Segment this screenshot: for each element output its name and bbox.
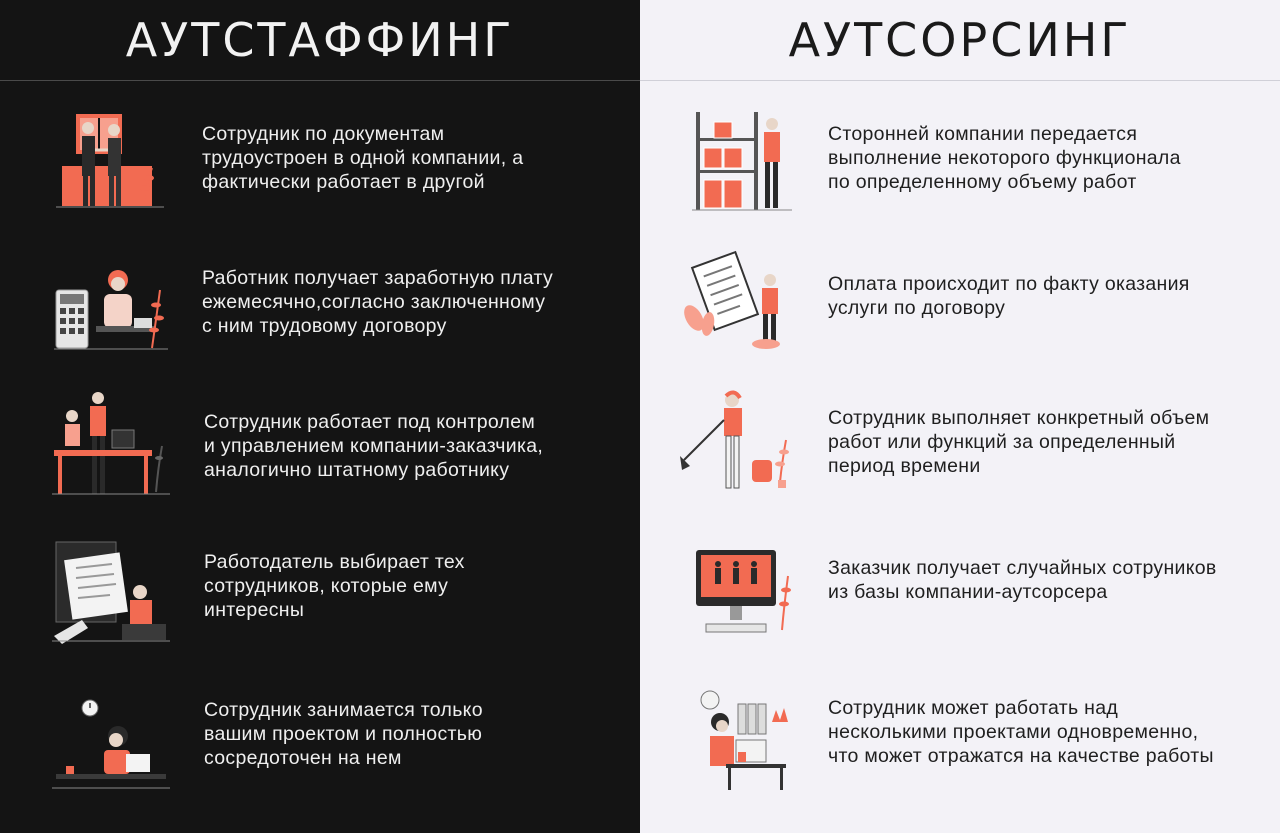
outsourcing-item bbox=[640, 684, 1280, 804]
outstaffing-item-text: Работодатель выбирает тех сотрудников, которые ему интересны bbox=[204, 551, 465, 621]
manager-supervising-icon bbox=[52, 388, 172, 498]
outstaffing-item bbox=[0, 388, 640, 508]
outsourcing-item bbox=[640, 388, 1280, 508]
monitor-candidates-icon bbox=[692, 546, 812, 656]
outstaffing-item bbox=[0, 684, 640, 804]
outsourcing-item-text: Заказчик получает случайных сотруников из базы компании-аутсорсера bbox=[828, 557, 1217, 603]
outstaffing-title: АУТСТАФФИНГ bbox=[0, 0, 640, 81]
outsourcing-item bbox=[640, 100, 1280, 220]
outsourcing-item-text: Сотрудник может работать над несколькими проектами одновременно, что может отражатся на качестве работы bbox=[828, 697, 1214, 767]
outstaffing-item-text: Сотрудник работает под контролем и управлением компании-заказчика, аналогично штатному работнику bbox=[204, 411, 544, 481]
handshake-office-icon bbox=[52, 106, 172, 216]
outsourcing-item-text: Оплата происходит по факту оказания услуги по договору bbox=[828, 273, 1190, 319]
outsourcing-item bbox=[640, 536, 1280, 656]
outstaffing-item-text: Сотрудник по документам трудоустроен в одной компании, а фактически работает в другой bbox=[202, 123, 524, 193]
outstaffing-item bbox=[0, 100, 640, 220]
resume-selection-icon bbox=[52, 540, 172, 650]
outsourcing-title: АУТСОРСИНГ bbox=[640, 0, 1280, 81]
checklist-payment-icon bbox=[684, 250, 804, 360]
outsourcing-item-text: Сотрудник выполняет конкретный объем работ или функций за определенный период времени bbox=[828, 407, 1210, 477]
accountant-calculator-icon bbox=[52, 250, 172, 360]
outsourcing-column bbox=[640, 0, 1280, 833]
outstaffing-item bbox=[0, 536, 640, 656]
outstaffing-item-text: Работник получает заработную плату ежемесячно,согласно заключенному с ним трудовому договору bbox=[202, 267, 553, 337]
outstaffing-item-text: Сотрудник занимается только вашим проектом и полностью сосредоточен на нем bbox=[204, 699, 483, 769]
multitasking-worker-icon bbox=[684, 686, 804, 796]
focused-worker-icon bbox=[52, 688, 172, 798]
outsourcing-item-text: Сторонней компании передается выполнение некоторого функционала по определенному объему работ bbox=[828, 123, 1181, 193]
outstaffing-item bbox=[0, 246, 640, 366]
warehouse-boxes-icon bbox=[692, 108, 812, 218]
outsourcing-item bbox=[640, 246, 1280, 366]
cleaning-worker-icon bbox=[678, 390, 798, 500]
